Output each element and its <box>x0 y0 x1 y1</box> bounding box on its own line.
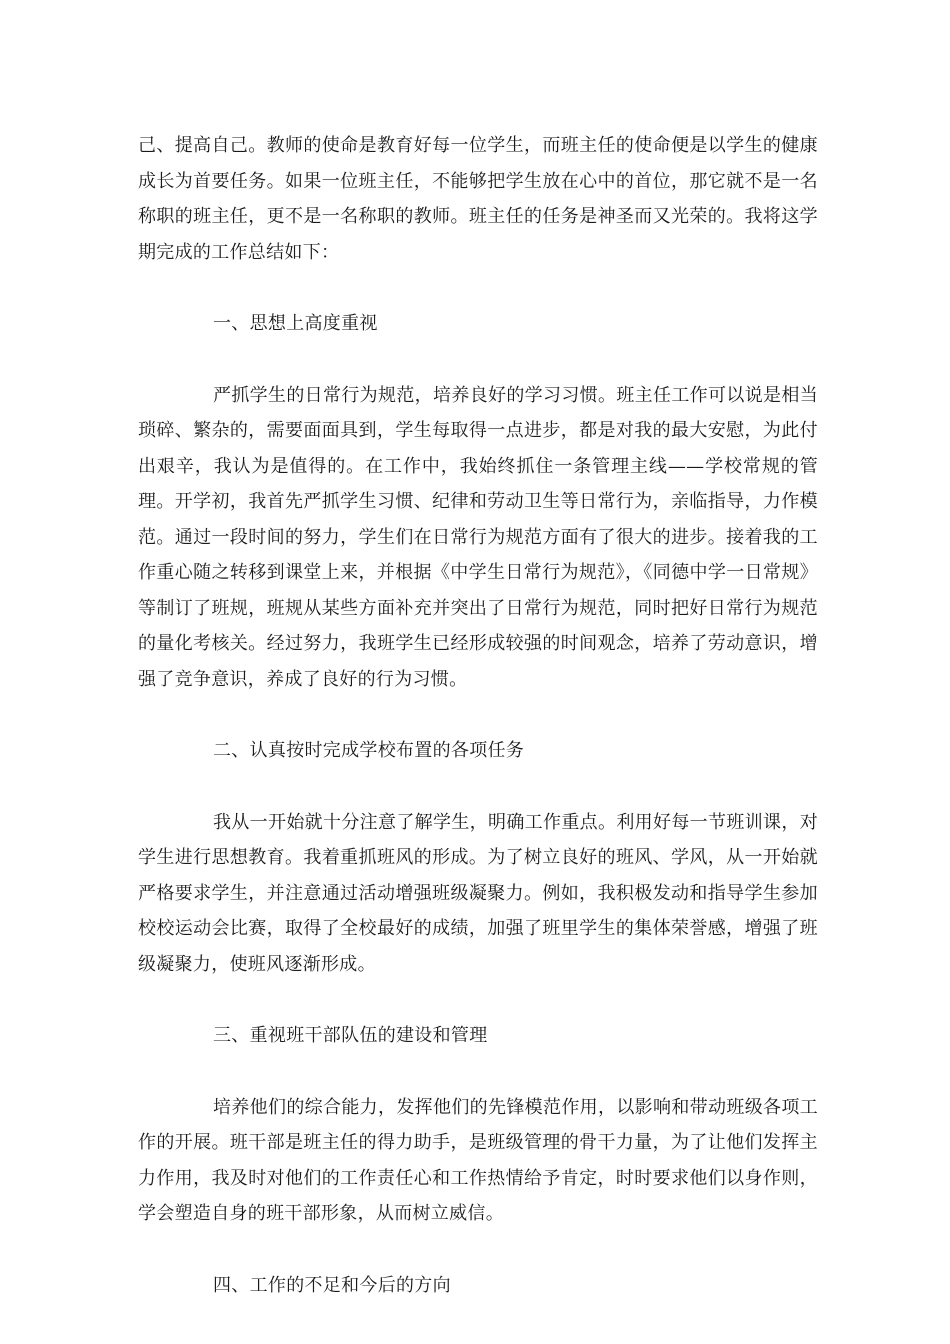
spacer <box>138 982 818 1018</box>
document-page <box>138 128 818 1303</box>
section-heading-4: 四、工作的不足和今后的方向 <box>213 1274 451 1296</box>
section-heading-3: 三、重视班干部队伍的建设和管理 <box>213 1025 488 1046</box>
intro-paragraph: 己、提高自己。教师的使命是教育好每一位学生，而班主任的使命便是以学生的健康成长为首要任务。如果一位班主任，不能够把学生放在心中的首位，那它就不是一名称职的班主任，更不是一名称职的教师。班主任的任务是神圣而又光荣的。我将这学期完成的工作总结如下： <box>138 135 818 263</box>
spacer <box>138 342 818 378</box>
spacer <box>138 697 818 733</box>
spacer <box>138 1054 818 1090</box>
section-body-2: 我从一开始就十分注意了解学生，明确工作重点。利用好每一节班训课，对学生进行思想教育。我着重抓班风的形成。为了树立良好的班风、学风，从一开始就严格要求学生，并注意通过活动增强班级凝聚力。例如，我积极发动和指导学生参加校校运动会比赛，取得了全校最好的成绩，加强了班里学生的集体荣誉感，增强了班级凝聚力，使班风逐渐形成。 <box>138 811 818 975</box>
section-body-3: 培养他们的综合能力，发挥他们的先锋模范作用，以影响和带动班级各项工作的开展。班干部是班主任的得力助手，是班级管理的骨干力量，为了让他们发挥主力作用，我及时对他们的工作责任心和工作热情给予肯定，时时要求他们以身作则，学会塑造自身的班干部形象，从而树立威信。 <box>138 1096 818 1224</box>
section-heading-2: 二、认真按时完成学校布置的各项任务 <box>213 740 525 761</box>
section-body-1: 严抓学生的日常行为规范，培养良好的学习习惯。班主任工作可以说是相当琐碎、繁杂的，需要面面具到，学生每取得一点进步，都是对我的最大安慰，为此付出艰辛，我认为是值得的。在工作中，我始终抓住一条管理主线——学校常规的管理。开学初，我首先严抓学生习惯、纪律和劳动卫生等日常行为，亲临指导，力作模范。通过一段时间的努力，学生们在日常行为规范方面有了很大的进步。接着我的工作重心随之转移到课堂上来，并根据《中学生日常行为规范》，《同德中学一日常规》等制订了班规，班规从某些方面补充并突出了日常行为规范，同时把好日常行为规范的量化考核关。经过努力，我班学生已经形成较强的时间观念，培养了劳动意识，增强了竞争意识，养成了良好的行为习惯。 <box>138 384 818 690</box>
spacer <box>138 769 818 805</box>
spacer <box>138 1232 818 1268</box>
spacer <box>138 270 818 306</box>
section-heading-1: 一、思想上高度重视 <box>213 313 378 334</box>
